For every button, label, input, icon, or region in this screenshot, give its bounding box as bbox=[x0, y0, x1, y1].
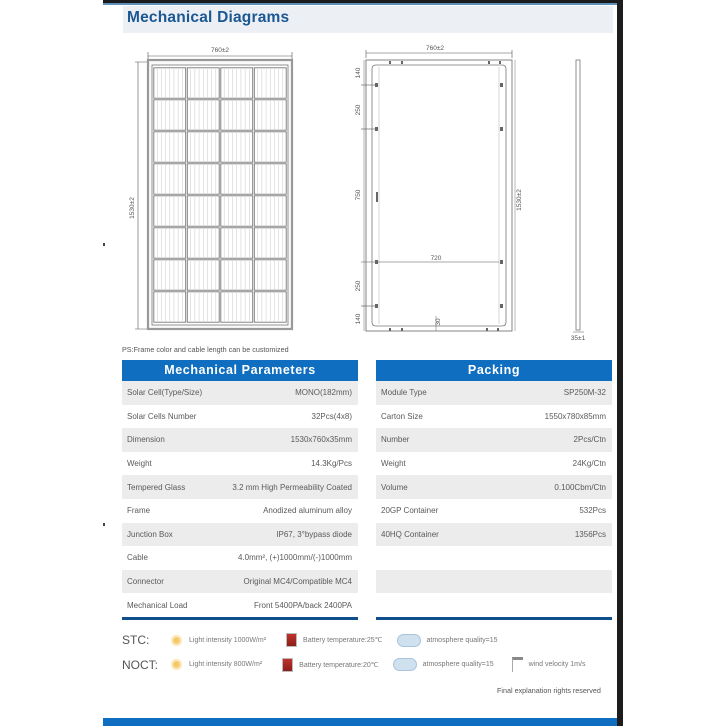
solar-cell bbox=[187, 68, 219, 98]
side-thickness-label: 35±1 bbox=[570, 335, 586, 342]
mechanical-diagram bbox=[110, 40, 610, 345]
back-frame-inner bbox=[372, 65, 506, 326]
row-value: Original MC4/Compatible MC4 bbox=[243, 577, 352, 587]
mechanical-parameters-table bbox=[122, 360, 358, 620]
battery-icon bbox=[282, 658, 293, 672]
front-view bbox=[129, 47, 292, 329]
table-row bbox=[376, 405, 612, 429]
solar-cell bbox=[254, 292, 286, 322]
atmosphere-quality bbox=[393, 658, 494, 671]
solar-cell bbox=[154, 100, 186, 130]
row-value: Anodized aluminum alloy bbox=[263, 506, 352, 516]
row-label: Weight bbox=[381, 459, 406, 469]
back-view bbox=[355, 45, 523, 331]
row-value: SP250M-32 bbox=[563, 388, 606, 398]
solar-cell bbox=[221, 164, 253, 194]
front-width-label: 760±2 bbox=[210, 47, 230, 54]
condition-name: NOCT: bbox=[122, 657, 158, 672]
row-label: 20GP Container bbox=[381, 506, 439, 516]
table-row bbox=[376, 452, 612, 476]
wind-velocity-text: wind velocity 1m/s bbox=[528, 661, 586, 668]
table-row bbox=[376, 475, 612, 499]
battery-temperature bbox=[282, 658, 378, 672]
row-label: 40HQ Container bbox=[381, 529, 439, 539]
row-value: 24Kg/Ctn bbox=[572, 459, 606, 469]
table-row bbox=[376, 523, 612, 547]
side-view bbox=[571, 60, 586, 342]
table-row bbox=[122, 381, 358, 405]
side-profile bbox=[576, 60, 580, 330]
light-intensity-text: Light intensity 800W/m² bbox=[189, 661, 263, 668]
row-label: Junction Box bbox=[127, 529, 173, 539]
table-row bbox=[376, 381, 612, 405]
row-value: 14.3Kg/Pcs bbox=[311, 459, 352, 469]
table-row bbox=[122, 475, 358, 499]
dim-140-top: 140 bbox=[355, 67, 362, 79]
test-condition-row bbox=[122, 657, 585, 672]
dim-140-bottom: 140 bbox=[355, 313, 362, 325]
row-value: 0.100Cbm/Ctn bbox=[554, 482, 606, 492]
solar-cell bbox=[187, 260, 219, 290]
back-frame-outer bbox=[366, 60, 512, 331]
table-row bbox=[122, 428, 358, 452]
table-row bbox=[376, 546, 612, 570]
row-value: 32Pcs(4x8) bbox=[311, 411, 352, 421]
solar-cell bbox=[221, 100, 253, 130]
atmosphere-quality-text: atmosphere quality=15 bbox=[422, 661, 494, 668]
table-row bbox=[122, 405, 358, 429]
solar-cell bbox=[154, 292, 186, 322]
table-row bbox=[122, 546, 358, 570]
table-row bbox=[122, 523, 358, 547]
solar-cell bbox=[187, 196, 219, 226]
row-value: Front 5400PA/back 2400PA bbox=[254, 600, 352, 610]
row-label: Solar Cell(Type/Size) bbox=[127, 388, 203, 398]
battery-temperature bbox=[286, 633, 382, 647]
solar-cell bbox=[221, 260, 253, 290]
page-title: Mechanical Diagrams bbox=[127, 9, 290, 26]
table-title: Mechanical Parameters bbox=[122, 360, 358, 381]
packing-table bbox=[376, 360, 612, 620]
dim-30: 30 bbox=[435, 318, 442, 326]
atmosphere-quality-text: atmosphere quality=15 bbox=[426, 636, 498, 644]
solar-cell bbox=[154, 132, 186, 162]
row-value: 4.0mm², (+)1000mm/(-)1000mm bbox=[237, 553, 352, 563]
solar-cell bbox=[221, 228, 253, 258]
atmosphere-quality bbox=[397, 634, 498, 647]
light-intensity bbox=[170, 634, 266, 647]
row-label: Mechanical Load bbox=[127, 600, 188, 610]
row-label: Tempered Glass bbox=[127, 482, 186, 492]
dim-250-bottom: 250 bbox=[355, 280, 362, 292]
table-row bbox=[376, 593, 612, 617]
solar-cell bbox=[154, 260, 186, 290]
solar-cell bbox=[254, 164, 286, 194]
wind-velocity bbox=[512, 657, 586, 672]
row-label: Number bbox=[381, 435, 410, 445]
row-value: 1550x780x85mm bbox=[544, 411, 606, 421]
row-value: 1356Pcs bbox=[574, 529, 606, 539]
table-row bbox=[122, 452, 358, 476]
row-label: Carton Size bbox=[381, 411, 423, 421]
light-intensity bbox=[170, 658, 262, 671]
dim-250-top: 250 bbox=[355, 104, 362, 116]
row-label: Solar Cells Number bbox=[127, 411, 197, 421]
wind-icon bbox=[512, 657, 523, 672]
solar-cell bbox=[187, 164, 219, 194]
table-bottom-rule bbox=[122, 617, 358, 620]
light-intensity-text: Light intensity 1000W/m² bbox=[189, 636, 267, 644]
table-row bbox=[376, 499, 612, 523]
solar-cell bbox=[221, 132, 253, 162]
cloud-icon bbox=[397, 634, 421, 647]
row-label: Dimension bbox=[127, 435, 165, 445]
inner-width-label: 720 bbox=[430, 255, 442, 262]
margin-mark bbox=[103, 523, 105, 526]
solar-cell bbox=[254, 68, 286, 98]
customization-note: PS:Frame color and cable length can be customized bbox=[122, 345, 289, 354]
solar-cell bbox=[221, 196, 253, 226]
page-edge-bar bbox=[617, 0, 623, 726]
row-label: Weight bbox=[127, 459, 152, 469]
footer-band bbox=[103, 718, 617, 726]
row-value: 3.2 mm High Permeability Coated bbox=[232, 482, 352, 492]
table-row bbox=[122, 499, 358, 523]
solar-cell bbox=[221, 292, 253, 322]
row-label: Cable bbox=[127, 553, 148, 563]
row-label: Connector bbox=[127, 577, 164, 587]
row-label: Module Type bbox=[381, 388, 427, 398]
row-value: 2Pcs/Ctn bbox=[573, 435, 606, 445]
battery-temperature-text: Battery temperature:20℃ bbox=[299, 661, 379, 669]
condition-name: STC: bbox=[122, 633, 150, 647]
sun-icon bbox=[170, 634, 183, 647]
solar-cell bbox=[187, 132, 219, 162]
row-label: Frame bbox=[127, 506, 151, 516]
back-height-label: 1530±2 bbox=[516, 189, 523, 211]
row-value: MONO(182mm) bbox=[295, 388, 352, 398]
solar-cell bbox=[187, 292, 219, 322]
row-value: IP67, 3°bypass diode bbox=[276, 529, 352, 539]
back-width-label: 760±2 bbox=[425, 45, 445, 52]
solar-cell bbox=[154, 68, 186, 98]
front-height-label: 1530±2 bbox=[129, 197, 136, 219]
table-row bbox=[122, 570, 358, 594]
dim-750: 750 bbox=[355, 189, 362, 201]
solar-cell bbox=[254, 260, 286, 290]
table-title: Packing bbox=[376, 360, 612, 381]
solar-cell bbox=[154, 196, 186, 226]
test-condition-row bbox=[122, 633, 516, 647]
table-bottom-rule bbox=[376, 617, 612, 620]
solar-cell bbox=[254, 132, 286, 162]
solar-cell bbox=[154, 228, 186, 258]
table-row bbox=[376, 428, 612, 452]
battery-temperature-text: Battery temperature:25℃ bbox=[303, 637, 383, 644]
row-label: Volume bbox=[381, 482, 408, 492]
table-row bbox=[376, 570, 612, 594]
solar-cell bbox=[254, 228, 286, 258]
row-value: 532Pcs bbox=[579, 506, 606, 516]
solar-cell bbox=[187, 100, 219, 130]
table-row bbox=[122, 593, 358, 617]
margin-mark bbox=[103, 243, 105, 246]
solar-cell bbox=[154, 164, 186, 194]
solar-cell bbox=[221, 68, 253, 98]
battery-icon bbox=[286, 633, 297, 647]
top-rule-accent bbox=[103, 3, 617, 5]
solar-cell bbox=[254, 100, 286, 130]
solar-cell bbox=[187, 228, 219, 258]
rights-note: Final explanation rights reserved bbox=[497, 686, 601, 695]
solar-cell bbox=[254, 196, 286, 226]
sun-icon bbox=[170, 658, 183, 671]
cloud-icon bbox=[393, 658, 417, 671]
row-value: 1530x760x35mm bbox=[290, 435, 352, 445]
